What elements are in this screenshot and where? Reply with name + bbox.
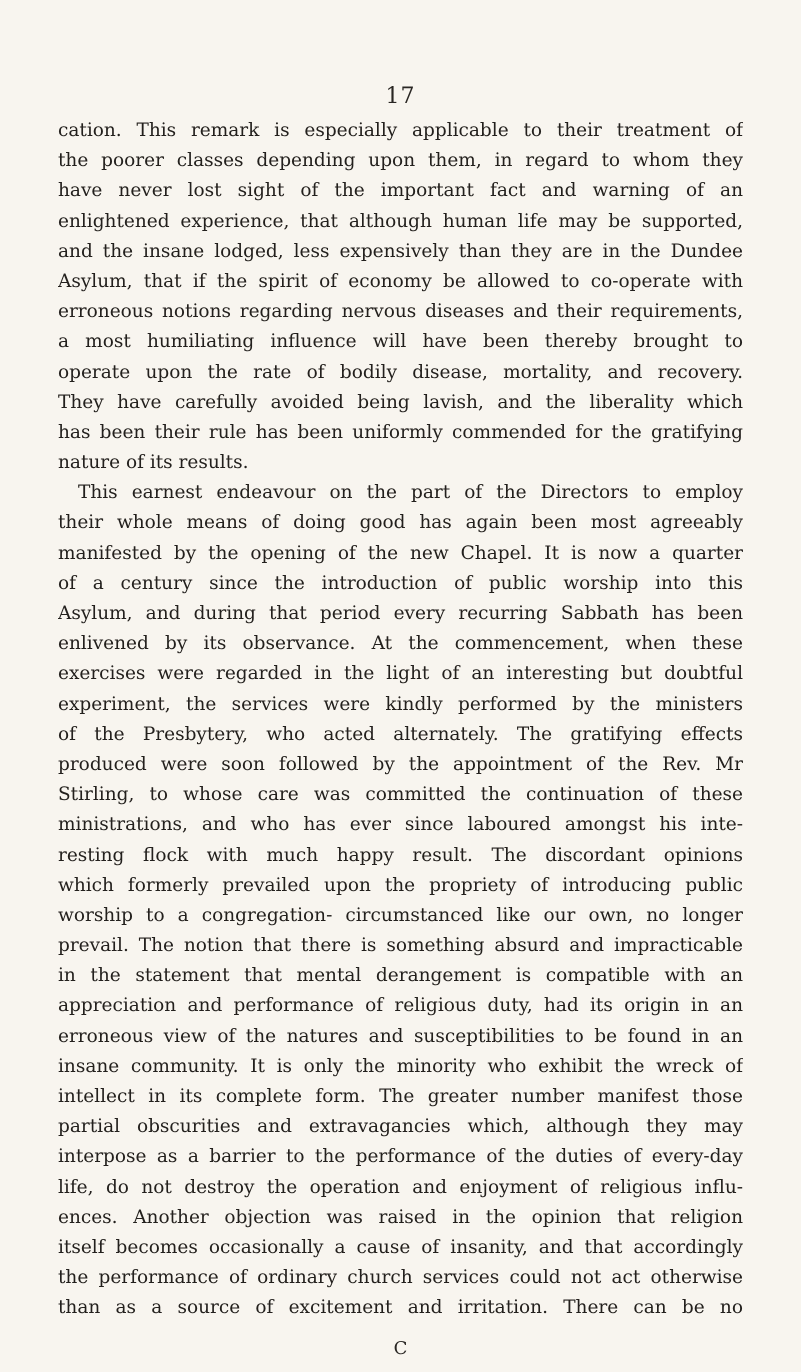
text-line: exercises were regarded in the light of an interesting but doubtful: [58, 663, 743, 685]
text-line: nature of its results.: [58, 452, 249, 474]
text-line: partial obscurities and extravagancies which, although they may: [58, 1116, 743, 1138]
text-line: in the statement that mental derangement is compatible with an: [58, 965, 743, 987]
text-line: erroneous notions regarding nervous diseases and their requirements,: [58, 301, 743, 323]
text-line: than as a source of excitement and irritation. There can be no: [58, 1297, 743, 1319]
text-line: erroneous view of the natures and susceptibilities to be found in an: [58, 1025, 743, 1047]
text-line: the performance of ordinary church services could not act otherwise: [58, 1267, 743, 1289]
text-line: itself becomes occasionally a cause of insanity, and that accordingly: [58, 1236, 743, 1258]
paragraph-2: [58, 478, 743, 1323]
page-number: 17: [385, 84, 416, 109]
signature-mark: C: [393, 1338, 408, 1359]
text-line: a most humiliating influence will have been thereby brought to: [58, 331, 743, 353]
text-line: and the insane lodged, less expensively than they are in the Dundee: [58, 240, 743, 262]
text-line: Asylum, and during that period every recurring Sabbath has been: [58, 603, 743, 624]
text-line: This earnest endeavour on the part of the Directors to employ: [78, 482, 743, 504]
paragraph-1: [58, 116, 743, 478]
text-line: They have carefully avoided being lavish, and the liberality which: [58, 391, 743, 413]
text-line: their whole means of doing good has again been most agreeably: [58, 512, 743, 534]
text-line: the poorer classes depending upon them, in regard to whom they: [58, 150, 743, 172]
text-line: Asylum, that if the spirit of economy be allowed to co-operate with: [58, 270, 743, 292]
text-line: appreciation and performance of religious duty, had its origin in an: [58, 995, 743, 1017]
text-line: has been their rule has been uniformly commended for the gratifying: [58, 421, 743, 443]
text-line: produced were soon followed by the appointment of the Rev. Mr: [58, 753, 743, 775]
text-line: of a century since the introduction of public worship into this: [58, 572, 743, 594]
text-line: resting flock with much happy result. The discordant opinions: [58, 844, 743, 866]
text-line: Stirling, to whose care was committed the continuation of these: [58, 784, 743, 806]
text-line: interpose as a barrier to the performance of the duties of every-day: [58, 1146, 743, 1168]
text-line: prevail. The notion that there is something absurd and impracticable: [58, 935, 743, 957]
text-line: insane community. It is only the minority who exhibit the wreck of: [58, 1055, 743, 1077]
text-line: life, do not destroy the operation and enjoyment of religious influ-: [58, 1176, 743, 1198]
text-line: enlightened experience, that although human life may be supported,: [58, 210, 743, 232]
text-line: operate upon the rate of bodily disease, mortality, and recovery.: [58, 361, 743, 383]
text-line: ences. Another objection was raised in the opinion that religion: [58, 1206, 743, 1228]
text-line: ministrations, and who has ever since laboured amongst his inte-: [58, 814, 743, 836]
text-line: cation. This remark is especially applicable to their treatment of: [58, 120, 743, 141]
text-line: have never lost sight of the important fact and warning of an: [58, 180, 743, 202]
text-line: of the Presbytery, who acted alternately. The gratifying effects: [58, 723, 743, 745]
text-line: experiment, the services were kindly performed by the ministers: [58, 693, 743, 715]
text-line: which formerly prevailed upon the propriety of introducing public: [58, 874, 743, 896]
body-text: [58, 116, 743, 1324]
text-line: enlivened by its observance. At the commencement, when these: [58, 633, 743, 655]
text-line: manifested by the opening of the new Chapel. It is now a quarter: [58, 542, 743, 564]
text-line: intellect in its complete form. The greater number manifest those: [58, 1086, 743, 1107]
text-line: worship to a congregation- circumstanced like our own, no longer: [58, 904, 743, 926]
